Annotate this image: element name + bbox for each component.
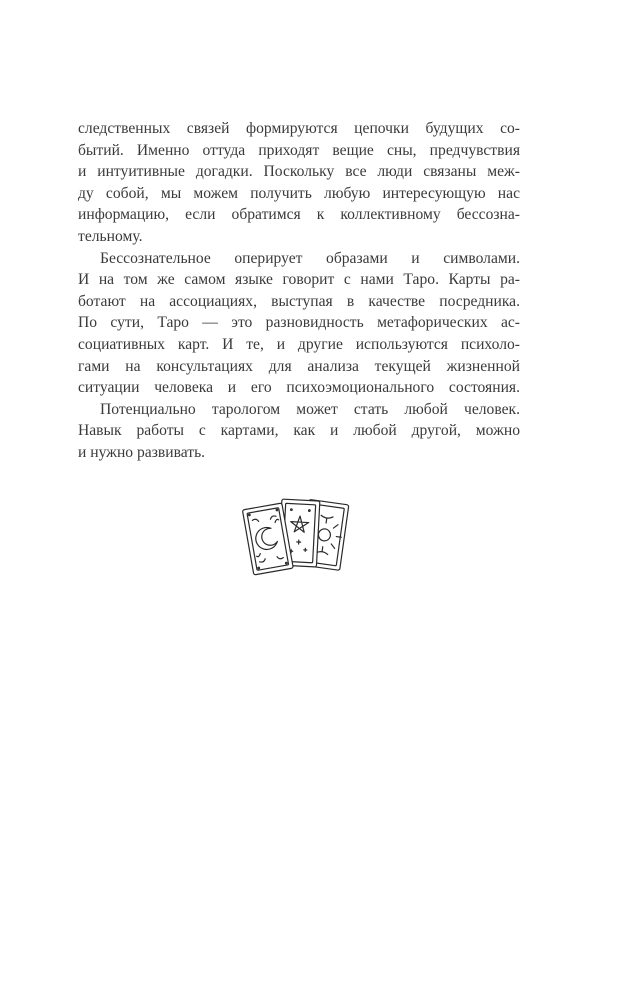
text-line: По сути, Таро — это разновидность метафорических ас- xyxy=(78,314,520,332)
text-line: бытий. Именно оттуда приходят вещие сны, предчувствия xyxy=(78,141,520,159)
text-line: ботают на ассоциациях, выступая в качестве посредника. xyxy=(78,292,520,310)
text-line: социативных карт. И те, и другие используются психоло- xyxy=(78,335,520,353)
body-text xyxy=(78,118,520,464)
text-line: Навык работы с картами, как и любой другой, можно xyxy=(78,422,520,440)
text-line: ду собой, мы можем получить любую интересующую нас xyxy=(78,184,520,202)
text-line: И на том же самом языке говорит с нами Таро. Карты ра- xyxy=(78,271,520,289)
tarot-cards-icon xyxy=(240,496,352,578)
text-line: Потенциально тарологом может стать любой человек. xyxy=(100,400,520,418)
paragraph xyxy=(78,248,520,399)
text-line: Бессознательное оперирует образами и символами. xyxy=(100,249,520,267)
text-line: и интуитивные догадки. Поскольку все люди связаны меж- xyxy=(78,163,520,181)
text-line: и нужно развивать. xyxy=(78,443,206,461)
text-line: информацию, если обратимся к коллективному бессозна- xyxy=(78,206,520,224)
text-line: следственных связей формируются цепочки будущих со- xyxy=(78,120,520,137)
text-line: тельному. xyxy=(78,227,143,245)
paragraph xyxy=(78,118,520,248)
paragraph xyxy=(78,399,520,464)
text-line: ситуации человека и его психоэмоционального состояния. xyxy=(78,379,520,397)
text-line: гами на консультациях для анализа текущей жизненной xyxy=(78,357,520,375)
